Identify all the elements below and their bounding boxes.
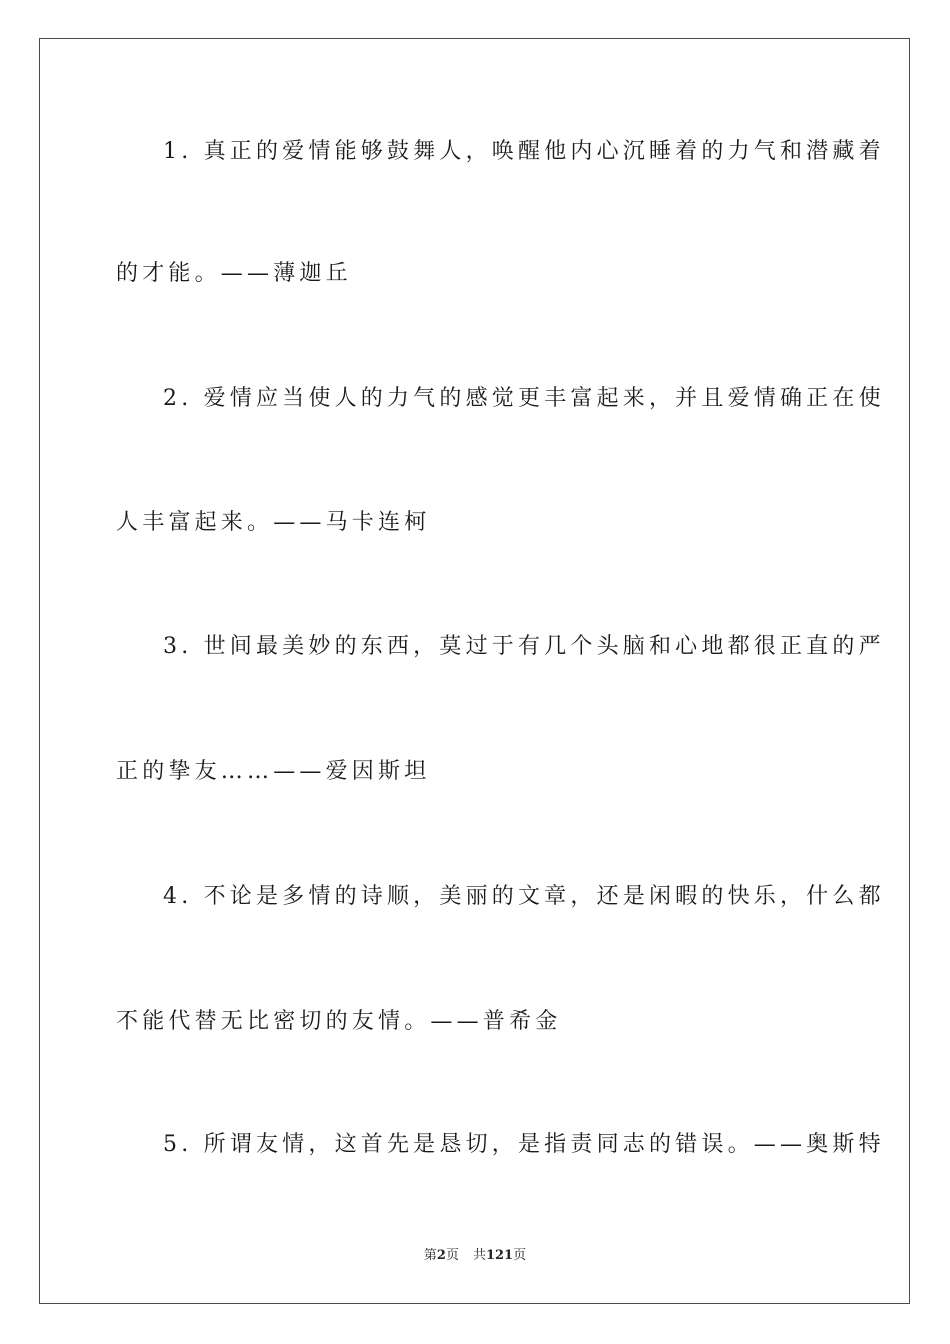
- quote-2-line-1: 2. 爱情应当使人的力气的感觉更丰富起来，并且爱情确正在使: [163, 386, 885, 411]
- footer-page-suffix: 页: [445, 1248, 459, 1263]
- footer-page-prefix: 第: [423, 1248, 437, 1263]
- quote-4-line-2: 不能代替无比密切的友情。——普希金: [116, 1009, 562, 1034]
- footer-total-prefix: 共: [472, 1248, 486, 1263]
- quote-3-line-2: 正的挚友……——爱因斯坦: [116, 759, 431, 784]
- footer-total-suffix: 页: [513, 1248, 527, 1263]
- quote-4-line-1: 4. 不论是多情的诗顺，美丽的文章，还是闲暇的快乐，什么都: [163, 884, 885, 909]
- page-border: [39, 38, 910, 1304]
- quote-3-line-1: 3. 世间最美妙的东西，莫过于有几个头脑和心地都很正直的严: [163, 634, 885, 659]
- footer-page-number: 2: [436, 1248, 446, 1263]
- quote-1-line-1: 1. 真正的爱情能够鼓舞人，唤醒他内心沉睡着的力气和潜藏着: [163, 139, 885, 164]
- page-footer: [0, 1247, 950, 1265]
- quote-5-line-1: 5. 所谓友情，这首先是恳切，是指责同志的错误。——奥斯特: [163, 1132, 885, 1157]
- footer-total-pages: 121: [485, 1248, 514, 1263]
- quote-1-line-2: 的才能。——薄迦丘: [116, 261, 352, 286]
- quote-2-line-2: 人丰富起来。——马卡连柯: [116, 510, 431, 535]
